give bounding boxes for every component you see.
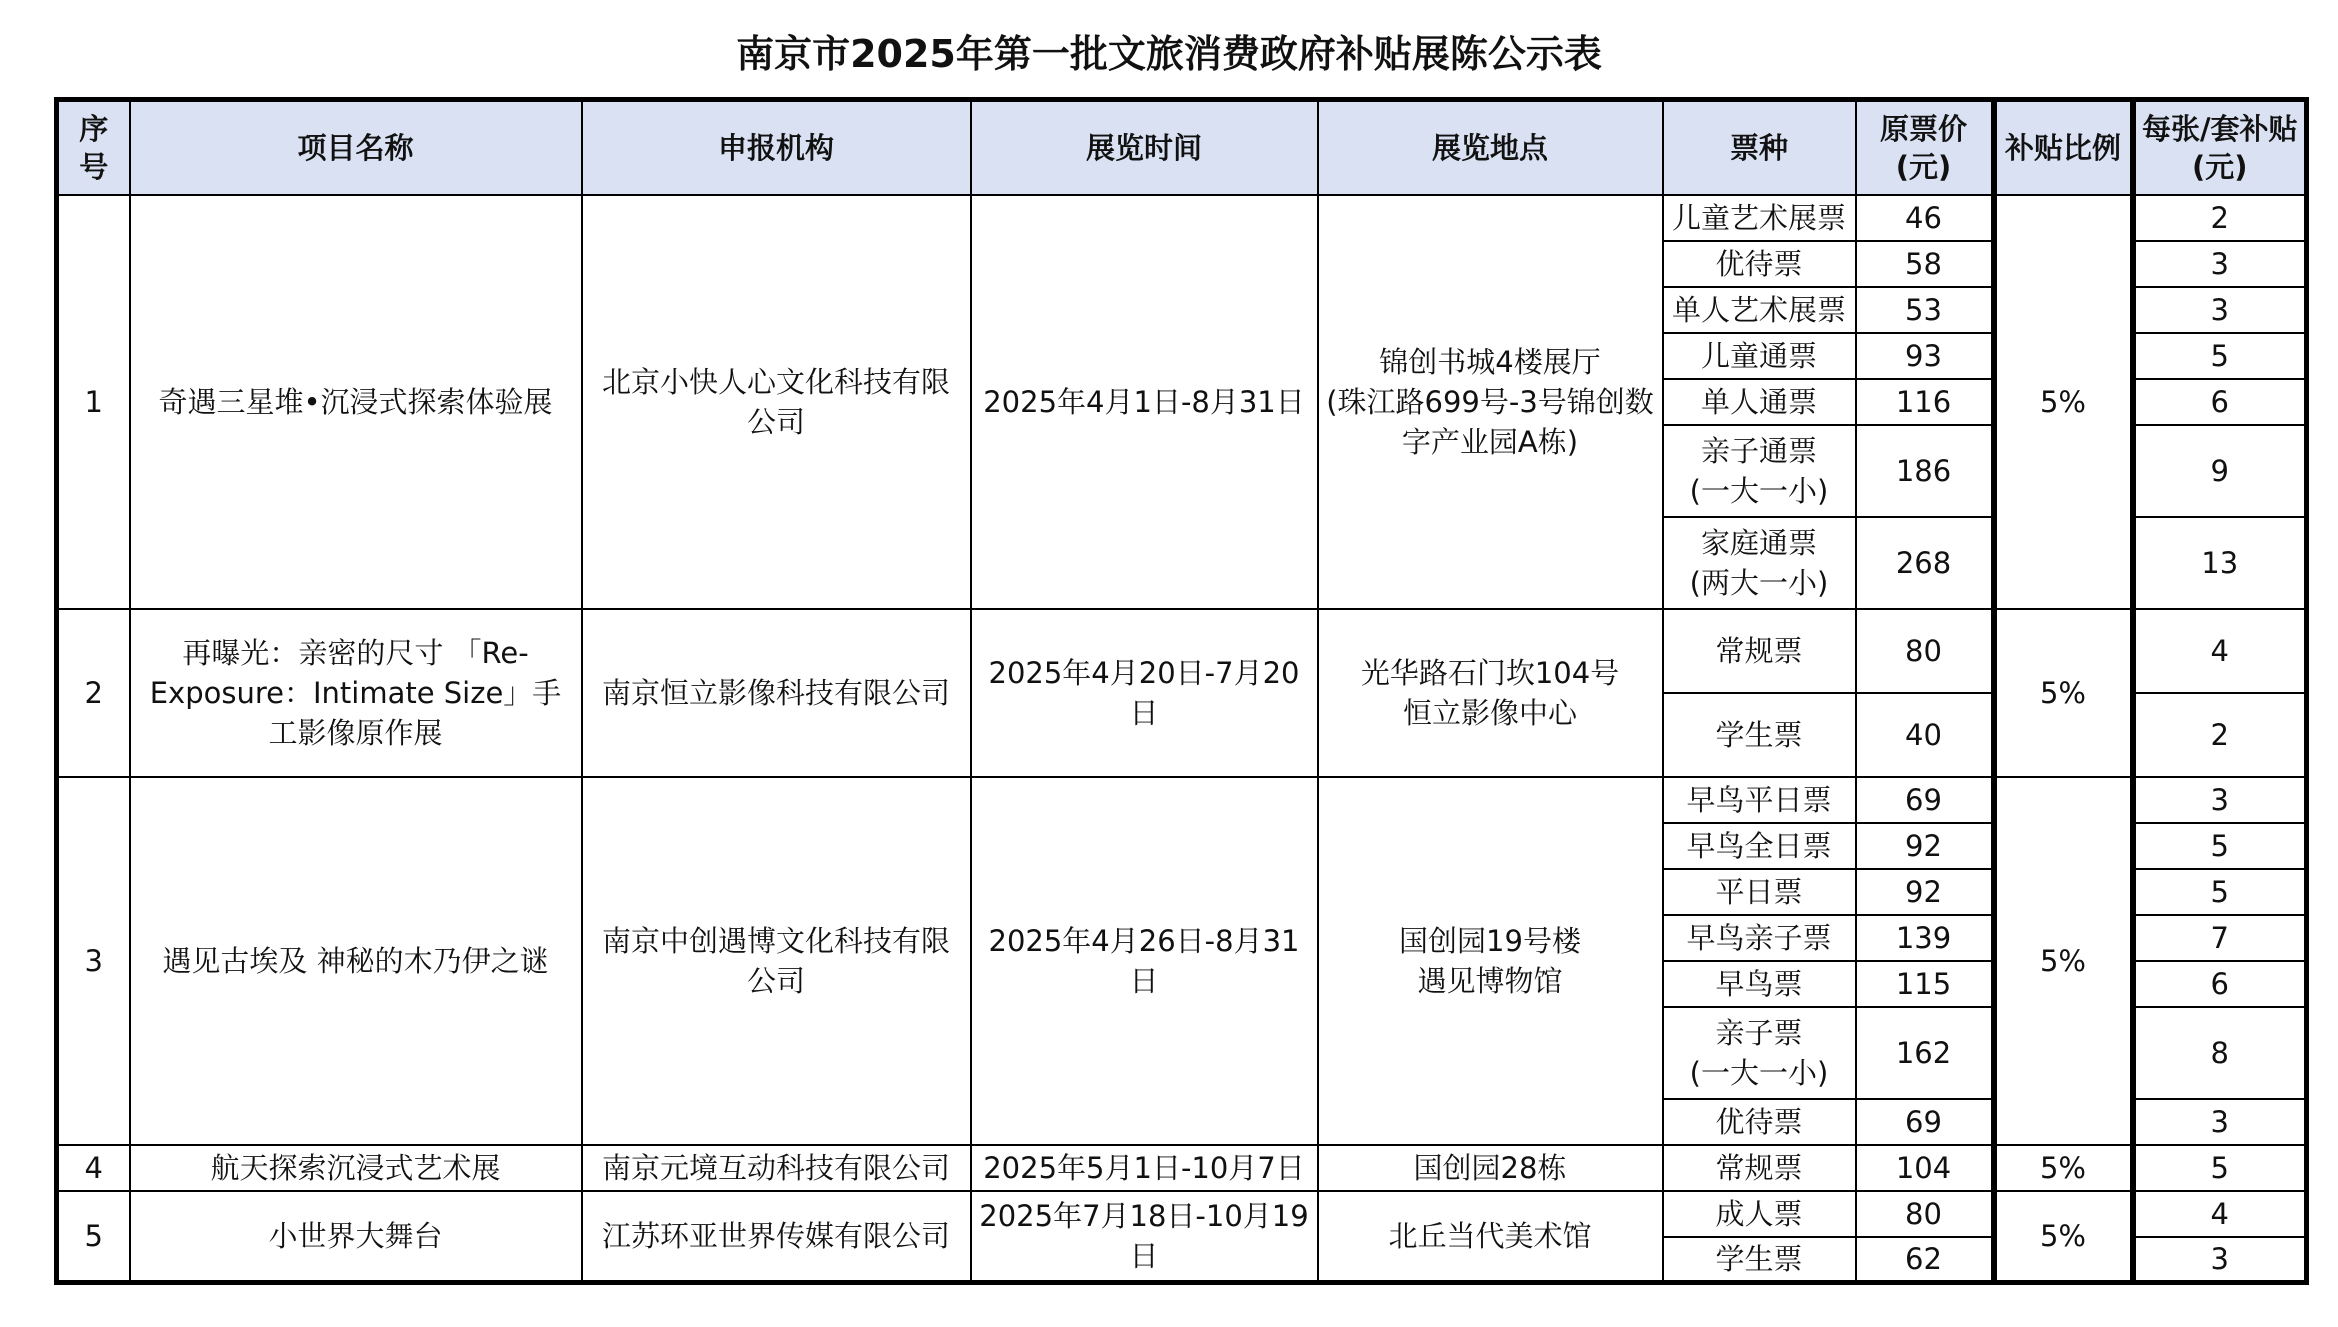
cell-ticket: 单人艺术展票: [1663, 287, 1856, 333]
cell-no: 2: [57, 609, 130, 777]
cell-price: 104: [1856, 1145, 1994, 1191]
cell-ratio: 5%: [1994, 1191, 2133, 1283]
cell-subsidy: 9: [2133, 425, 2307, 517]
header-ticket: 票种: [1663, 100, 1856, 195]
cell-ticket: 早鸟平日票: [1663, 777, 1856, 823]
cell-ticket: 儿童艺术展票: [1663, 195, 1856, 241]
header-subsidy: [2133, 100, 2307, 195]
cell-subsidy: 3: [2133, 777, 2307, 823]
header-subsidy-line1: 每张/套补贴: [2141, 111, 2298, 146]
ticket-line1: 亲子票: [1715, 1015, 1803, 1050]
cell-ticket: [1663, 517, 1856, 609]
cell-org: 南京恒立影像科技有限公司: [582, 609, 971, 777]
cell-org: 北京小快人心文化科技有限公司: [582, 195, 971, 609]
cell-price: 162: [1856, 1007, 1994, 1099]
cell-price: 92: [1856, 869, 1994, 915]
cell-ticket: 单人通票: [1663, 379, 1856, 425]
cell-subsidy: 5: [2133, 333, 2307, 379]
cell-subsidy: 4: [2133, 609, 2307, 693]
cell-price: 139: [1856, 915, 1994, 961]
cell-ratio: 5%: [1994, 195, 2133, 609]
cell-place: [1318, 195, 1663, 609]
ticket-line1: 家庭通票: [1700, 525, 1817, 560]
cell-subsidy: 8: [2133, 1007, 2307, 1099]
cell-ticket: 早鸟全日票: [1663, 823, 1856, 869]
cell-subsidy: 3: [2133, 1237, 2307, 1283]
table-row: [57, 777, 2307, 823]
cell-price: 62: [1856, 1237, 1994, 1283]
place-line1: 光华路石门坎104号: [1360, 655, 1620, 690]
cell-subsidy: 2: [2133, 693, 2307, 777]
header-time: 展览时间: [971, 100, 1318, 195]
cell-no: 5: [57, 1191, 130, 1283]
place-line1: 国创园19号楼: [1399, 923, 1581, 958]
cell-ticket: 平日票: [1663, 869, 1856, 915]
cell-ticket: 优待票: [1663, 241, 1856, 287]
cell-price: 58: [1856, 241, 1994, 287]
cell-time: 2025年4月1日-8月31日: [971, 195, 1318, 609]
header-ratio: 补贴比例: [1994, 100, 2133, 195]
cell-subsidy: 3: [2133, 287, 2307, 333]
cell-subsidy: 7: [2133, 915, 2307, 961]
cell-project: 奇遇三星堆•沉浸式探索体验展: [130, 195, 582, 609]
header-subsidy-line2: (元): [2191, 149, 2248, 184]
header-price: [1856, 100, 1994, 195]
cell-ratio: 5%: [1994, 1145, 2133, 1191]
cell-price: 69: [1856, 1099, 1994, 1145]
cell-ticket: 常规票: [1663, 609, 1856, 693]
cell-subsidy: 13: [2133, 517, 2307, 609]
cell-price: 46: [1856, 195, 1994, 241]
table-row: [57, 1191, 2307, 1237]
cell-project: 小世界大舞台: [130, 1191, 582, 1283]
header-org: 申报机构: [582, 100, 971, 195]
cell-place: 国创园28栋: [1318, 1145, 1663, 1191]
table-row: [57, 1145, 2307, 1191]
header-price-line2: (元): [1895, 149, 1952, 184]
ticket-line2: (一大一小): [1689, 1055, 1829, 1090]
table-row: [57, 195, 2307, 241]
cell-ticket: [1663, 1007, 1856, 1099]
cell-time: 2025年5月1日-10月7日: [971, 1145, 1318, 1191]
cell-subsidy: 6: [2133, 961, 2307, 1007]
cell-subsidy: 5: [2133, 1145, 2307, 1191]
cell-subsidy: 5: [2133, 869, 2307, 915]
cell-ticket: [1663, 425, 1856, 517]
cell-ticket: 成人票: [1663, 1191, 1856, 1237]
cell-ticket: 学生票: [1663, 1237, 1856, 1283]
cell-price: 53: [1856, 287, 1994, 333]
cell-subsidy: 5: [2133, 823, 2307, 869]
ticket-line1: 亲子通票: [1700, 433, 1817, 468]
cell-price: 186: [1856, 425, 1994, 517]
cell-time: 2025年4月26日-8月31日: [971, 777, 1318, 1145]
cell-price: 268: [1856, 517, 1994, 609]
page-title: 南京市2025年第一批文旅消费政府补贴展陈公示表: [736, 32, 1602, 76]
ticket-line2: (两大一小): [1689, 565, 1829, 600]
cell-no: 4: [57, 1145, 130, 1191]
cell-ticket: 优待票: [1663, 1099, 1856, 1145]
cell-price: 116: [1856, 379, 1994, 425]
cell-place: 北丘当代美术馆: [1318, 1191, 1663, 1283]
place-line2: 恒立影像中心: [1402, 695, 1577, 730]
cell-project: 遇见古埃及 神秘的木乃伊之谜: [130, 777, 582, 1145]
cell-subsidy: 6: [2133, 379, 2307, 425]
subsidy-table: [54, 97, 2309, 1285]
cell-price: 93: [1856, 333, 1994, 379]
cell-ticket: 学生票: [1663, 693, 1856, 777]
header-row: [57, 100, 2307, 195]
cell-subsidy: 4: [2133, 1191, 2307, 1237]
cell-ratio: 5%: [1994, 609, 2133, 777]
cell-price: 115: [1856, 961, 1994, 1007]
header-price-line1: 原票价: [1879, 111, 1967, 146]
cell-place: [1318, 777, 1663, 1145]
cell-price: 92: [1856, 823, 1994, 869]
header-no: 序号: [57, 100, 130, 195]
cell-time: 2025年7月18日-10月19日: [971, 1191, 1318, 1283]
cell-price: 69: [1856, 777, 1994, 823]
cell-ticket: 常规票: [1663, 1145, 1856, 1191]
ticket-line2: (一大一小): [1689, 473, 1829, 508]
header-place: 展览地点: [1318, 100, 1663, 195]
place-line2: (珠江路699号-3号锦创数字产业园A栋): [1326, 384, 1654, 459]
cell-time: 2025年4月20日-7月20日: [971, 609, 1318, 777]
cell-org: 江苏环亚世界传媒有限公司: [582, 1191, 971, 1283]
header-project: 项目名称: [130, 100, 582, 195]
place-line1: 锦创书城4楼展厅: [1379, 344, 1601, 379]
cell-place: [1318, 609, 1663, 777]
cell-subsidy: 3: [2133, 241, 2307, 287]
cell-price: 80: [1856, 609, 1994, 693]
cell-no: 1: [57, 195, 130, 609]
cell-ratio: 5%: [1994, 777, 2133, 1145]
cell-ticket: 早鸟票: [1663, 961, 1856, 1007]
cell-project: 航天探索沉浸式艺术展: [130, 1145, 582, 1191]
cell-subsidy: 2: [2133, 195, 2307, 241]
place-line2: 遇见博物馆: [1417, 963, 1563, 998]
cell-ticket: 早鸟亲子票: [1663, 915, 1856, 961]
cell-price: 40: [1856, 693, 1994, 777]
cell-org: 南京中创遇博文化科技有限公司: [582, 777, 971, 1145]
cell-price: 80: [1856, 1191, 1994, 1237]
cell-ticket: 儿童通票: [1663, 333, 1856, 379]
cell-subsidy: 3: [2133, 1099, 2307, 1145]
cell-project: 再曝光：亲密的尺寸 「Re-Exposure：Intimate Size」手工影像原作展: [130, 609, 582, 777]
table-row: [57, 609, 2307, 693]
cell-org: 南京元境互动科技有限公司: [582, 1145, 971, 1191]
cell-no: 3: [57, 777, 130, 1145]
